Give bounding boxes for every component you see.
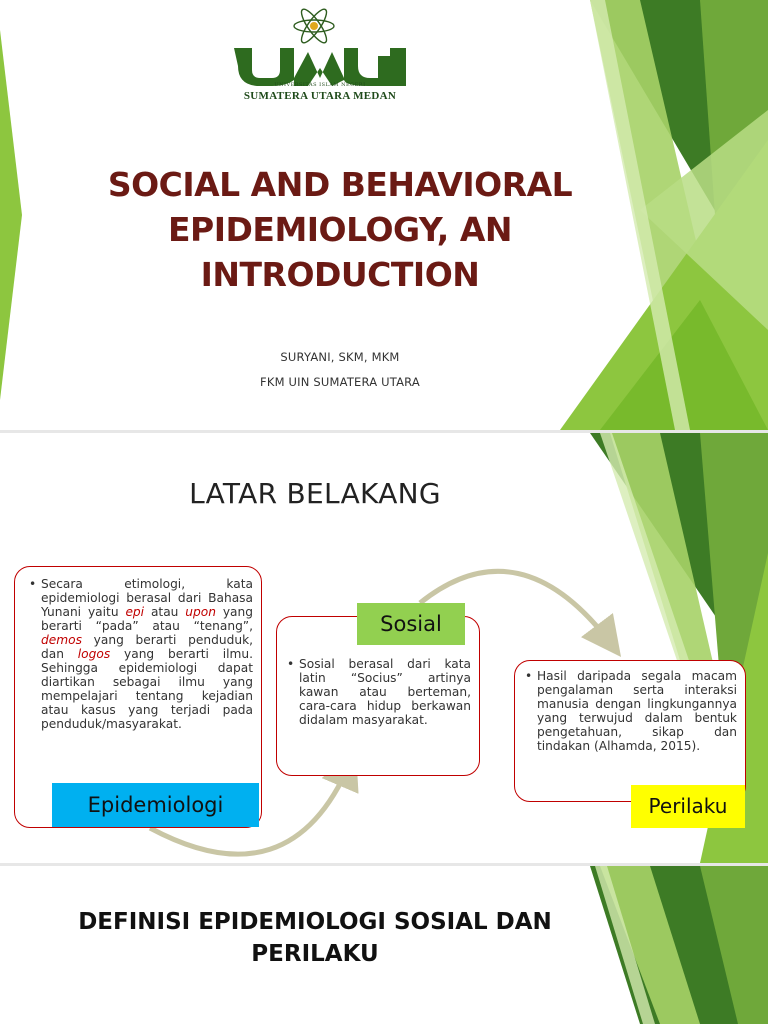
perilaku-box xyxy=(514,660,746,802)
slide-definition xyxy=(0,866,768,1024)
sosial-label: Sosial xyxy=(357,603,465,645)
logo-campus-line: SUMATERA UTARA MEDAN xyxy=(243,90,397,102)
slide-background xyxy=(0,433,768,863)
slide-heading: DEFINISI EPIDEMIOLOGI SOSIAL DAN PERILAKU xyxy=(78,909,552,967)
sosial-text: • Sosial berasal dari kata latin “Socius” artinya kawan atau berteman, cara-cara hidup berkawan didalam masyarakat. xyxy=(287,657,471,727)
presentation-title: SOCIAL AND BEHAVIORAL EPIDEMIOLOGY, AN INTRODUCTION xyxy=(107,165,573,294)
epidemiologi-text: • Secara etimologi, kata epidemiologi berasal dari Bahasa Yunani yaitu epi atau upon yang berarti “pada” atau “tenang”, demos yang berarti penduduk, dan logos yang berarti ilmu. Sehingga epidemiologi dapat diartikan sebagai ilmu yang mempelajari tentang kejadian atau kasus yang terjadi pada penduduk/masyarakat. xyxy=(29,577,253,731)
perilaku-text: • Hasil daripada segala macam pengalaman serta interaksi manusia dengan lingkungannya yang terwujud dalam bentuk pengetahuan, sikap dan tindakan (Alhamda, 2015). xyxy=(525,669,737,753)
slide-title xyxy=(0,0,768,430)
perilaku-label: Perilaku xyxy=(631,785,745,828)
epidemiologi-label: Epidemiologi xyxy=(52,783,259,827)
slide-heading: LATAR BELAKANG xyxy=(189,477,441,510)
author-affiliation: FKM UIN SUMATERA UTARA xyxy=(260,375,420,389)
logo-university-line: UNIVERSITAS ISLAM NEGERI xyxy=(274,82,366,88)
atom-icon xyxy=(294,8,334,46)
uin-logo-mark xyxy=(234,48,406,86)
author-name: SURYANI, SKM, MKM xyxy=(280,350,400,364)
